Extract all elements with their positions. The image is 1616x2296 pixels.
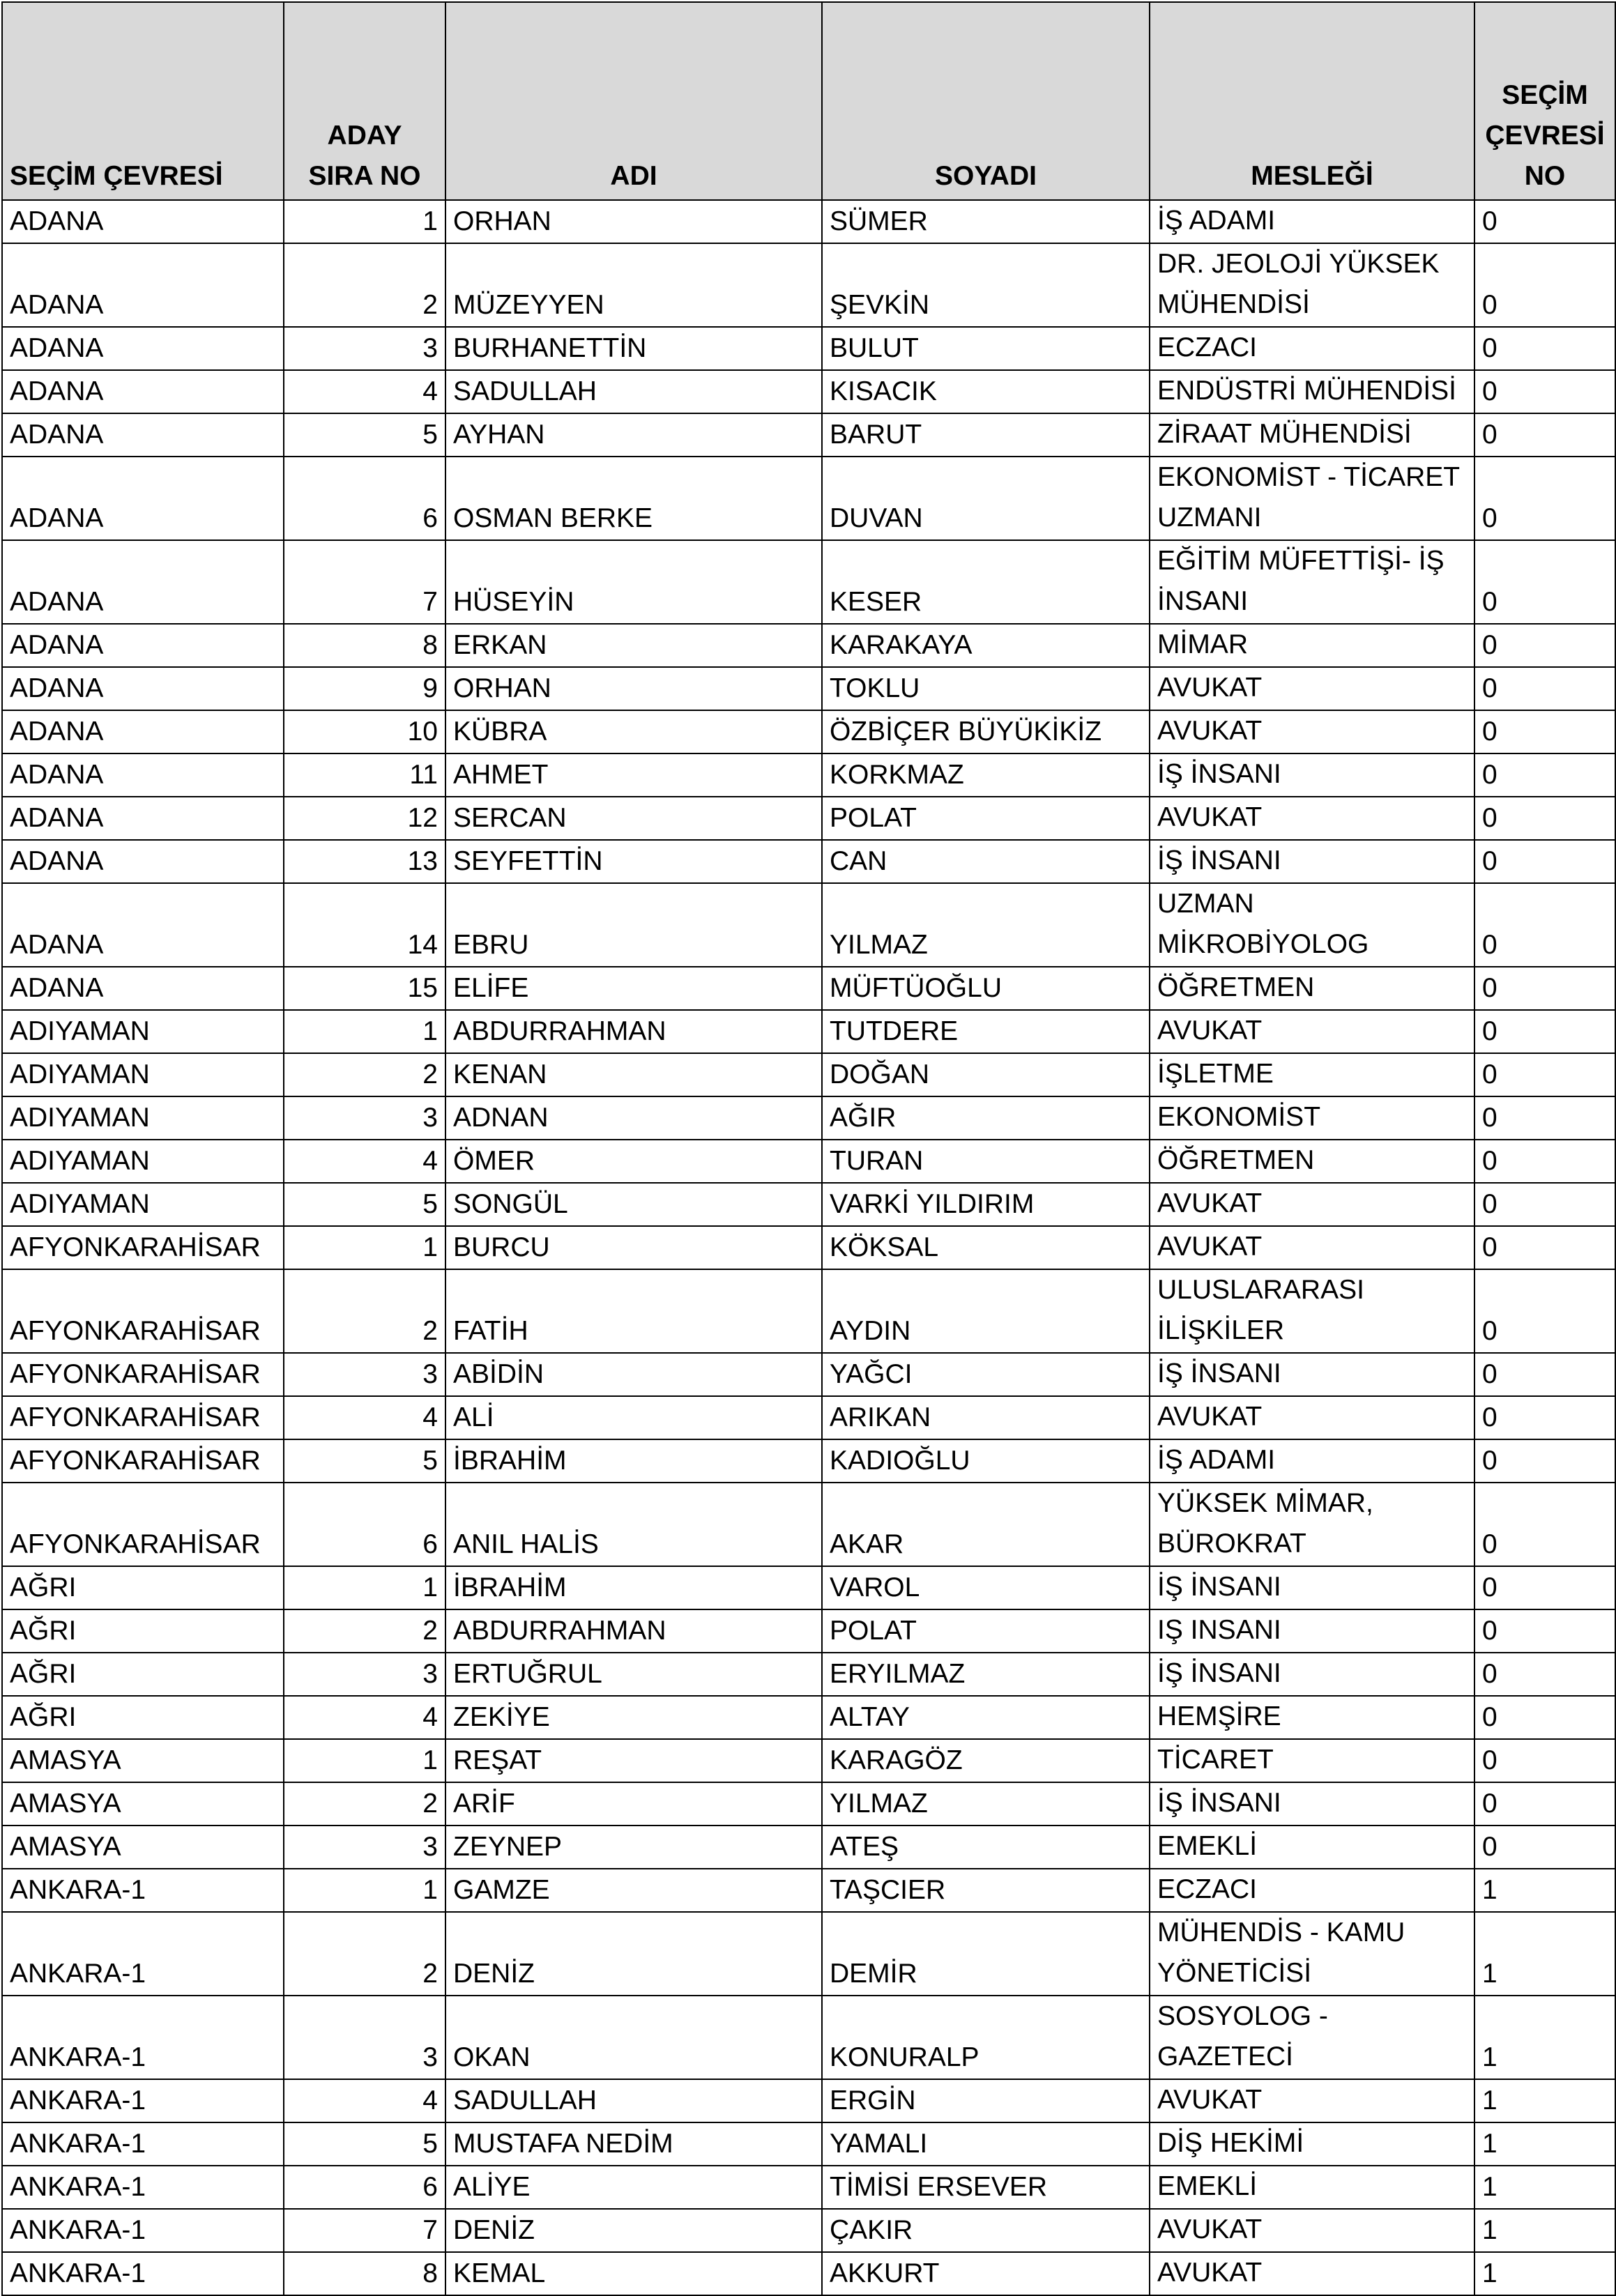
- cell-district-no: 0: [1474, 1782, 1615, 1826]
- cell-order: 8: [284, 2252, 445, 2295]
- cell-district: ADANA: [2, 413, 284, 457]
- cell-name: EBRU: [445, 883, 822, 967]
- cell-name: DENİZ: [445, 2209, 822, 2252]
- cell-name: KEMAL: [445, 2252, 822, 2295]
- cell-district-no: 1: [1474, 1912, 1615, 1996]
- cell-district-no: 0: [1474, 1053, 1615, 1096]
- cell-occupation: İŞ İNSANI: [1150, 1782, 1474, 1826]
- cell-name: ANIL HALİS: [445, 1483, 822, 1566]
- table-row: [2, 1609, 1615, 1653]
- cell-district: AĞRI: [2, 1653, 284, 1696]
- cell-order: 6: [284, 457, 445, 540]
- table-row: [2, 967, 1615, 1010]
- cell-district-no: 0: [1474, 967, 1615, 1010]
- table-row: [2, 2122, 1615, 2166]
- cell-name: ZEYNEP: [445, 1826, 822, 1869]
- cell-name: İBRAHİM: [445, 1439, 822, 1483]
- cell-order: 2: [284, 1782, 445, 1826]
- cell-occupation: IŞ INSANI: [1150, 1609, 1474, 1653]
- header-name: ADI: [445, 2, 822, 200]
- table-row: [2, 710, 1615, 753]
- cell-occupation: AVUKAT: [1150, 1183, 1474, 1226]
- table-row: [2, 1353, 1615, 1396]
- cell-order: 4: [284, 2079, 445, 2122]
- cell-order: 2: [284, 243, 445, 327]
- cell-district-no: 1: [1474, 2122, 1615, 2166]
- cell-district-no: 0: [1474, 840, 1615, 883]
- table-row: [2, 1053, 1615, 1096]
- header-district: SEÇİM ÇEVRESİ: [2, 2, 284, 200]
- cell-name: BURCU: [445, 1226, 822, 1269]
- cell-order: 3: [284, 1353, 445, 1396]
- cell-occupation: AVUKAT: [1150, 1010, 1474, 1053]
- cell-district-no: 0: [1474, 1826, 1615, 1869]
- cell-district-no: 1: [1474, 2166, 1615, 2209]
- cell-district-no: 0: [1474, 1483, 1615, 1566]
- cell-district: ADANA: [2, 200, 284, 243]
- cell-district: ADIYAMAN: [2, 1183, 284, 1226]
- cell-district-no: 0: [1474, 370, 1615, 413]
- cell-occupation: ZİRAAT MÜHENDİSİ: [1150, 413, 1474, 457]
- cell-district-no: 0: [1474, 1739, 1615, 1782]
- cell-district: AFYONKARAHİSAR: [2, 1396, 284, 1439]
- cell-district-no: 1: [1474, 1869, 1615, 1912]
- cell-order: 1: [284, 1226, 445, 1269]
- cell-order: 13: [284, 840, 445, 883]
- cell-name: KÜBRA: [445, 710, 822, 753]
- cell-order: 5: [284, 1183, 445, 1226]
- cell-surname: AYDIN: [822, 1269, 1150, 1353]
- cell-surname: DEMİR: [822, 1912, 1150, 1996]
- table-row: [2, 1396, 1615, 1439]
- cell-occupation: İŞ İNSANI: [1150, 753, 1474, 797]
- cell-occupation: İŞ İNSANI: [1150, 1653, 1474, 1696]
- cell-district-no: 0: [1474, 1353, 1615, 1396]
- table-row: [2, 413, 1615, 457]
- table-row: [2, 840, 1615, 883]
- cell-surname: POLAT: [822, 1609, 1150, 1653]
- cell-district-no: 1: [1474, 2079, 1615, 2122]
- cell-district-no: 0: [1474, 624, 1615, 667]
- cell-order: 6: [284, 1483, 445, 1566]
- cell-surname: VAROL: [822, 1566, 1150, 1609]
- cell-district-no: 0: [1474, 1653, 1615, 1696]
- cell-district: AĞRI: [2, 1566, 284, 1609]
- cell-order: 4: [284, 1396, 445, 1439]
- cell-district: ANKARA-1: [2, 2079, 284, 2122]
- cell-occupation: TİCARET: [1150, 1739, 1474, 1782]
- table-row: [2, 1183, 1615, 1226]
- cell-order: 3: [284, 1096, 445, 1140]
- cell-name: ALİYE: [445, 2166, 822, 2209]
- cell-occupation: ECZACI: [1150, 327, 1474, 370]
- cell-name: SERCAN: [445, 797, 822, 840]
- cell-surname: TİMİSİ ERSEVER: [822, 2166, 1150, 2209]
- cell-district: ADANA: [2, 243, 284, 327]
- cell-district-no: 1: [1474, 1996, 1615, 2079]
- cell-surname: AKKURT: [822, 2252, 1150, 2295]
- cell-district-no: 0: [1474, 1096, 1615, 1140]
- cell-district: ADIYAMAN: [2, 1140, 284, 1183]
- cell-surname: ALTAY: [822, 1696, 1150, 1739]
- cell-occupation: İŞ ADAMI: [1150, 1439, 1474, 1483]
- cell-district: ADANA: [2, 797, 284, 840]
- header-district-no: SEÇİM ÇEVRESİ NO: [1474, 2, 1615, 200]
- cell-occupation: ENDÜSTRİ MÜHENDİSİ: [1150, 370, 1474, 413]
- cell-order: 6: [284, 2166, 445, 2209]
- cell-name: ABİDİN: [445, 1353, 822, 1396]
- cell-district-no: 0: [1474, 243, 1615, 327]
- table-row: [2, 1782, 1615, 1826]
- cell-district: ANKARA-1: [2, 2252, 284, 2295]
- table-row: [2, 2079, 1615, 2122]
- cell-district-no: 0: [1474, 413, 1615, 457]
- header-row: [2, 2, 1615, 200]
- cell-occupation: İŞLETME: [1150, 1053, 1474, 1096]
- cell-district: ADANA: [2, 967, 284, 1010]
- cell-district: ANKARA-1: [2, 1869, 284, 1912]
- cell-surname: KARAKAYA: [822, 624, 1150, 667]
- cell-occupation: AVUKAT: [1150, 667, 1474, 710]
- cell-district: ANKARA-1: [2, 1912, 284, 1996]
- cell-occupation: EMEKLİ: [1150, 1826, 1474, 1869]
- cell-district-no: 1: [1474, 2252, 1615, 2295]
- cell-surname: ERYILMAZ: [822, 1653, 1150, 1696]
- cell-district: ANKARA-1: [2, 1996, 284, 2079]
- cell-occupation: EKONOMİST: [1150, 1096, 1474, 1140]
- cell-district-no: 0: [1474, 1269, 1615, 1353]
- cell-surname: SÜMER: [822, 200, 1150, 243]
- cell-surname: ARIKAN: [822, 1396, 1150, 1439]
- cell-order: 4: [284, 370, 445, 413]
- cell-surname: CAN: [822, 840, 1150, 883]
- cell-name: ERKAN: [445, 624, 822, 667]
- cell-name: MÜZEYYEN: [445, 243, 822, 327]
- cell-occupation: ULUSLARARASI İLİŞKİLER: [1150, 1269, 1474, 1353]
- cell-order: 10: [284, 710, 445, 753]
- cell-occupation: AVUKAT: [1150, 797, 1474, 840]
- cell-occupation: AVUKAT: [1150, 2209, 1474, 2252]
- cell-occupation: HEMŞİRE: [1150, 1696, 1474, 1739]
- table-row: [2, 753, 1615, 797]
- cell-name: ADNAN: [445, 1096, 822, 1140]
- table-row: [2, 327, 1615, 370]
- cell-surname: YILMAZ: [822, 1782, 1150, 1826]
- cell-name: ARİF: [445, 1782, 822, 1826]
- cell-district-no: 0: [1474, 540, 1615, 624]
- header-order: ADAY SIRA NO: [284, 2, 445, 200]
- cell-district-no: 0: [1474, 883, 1615, 967]
- cell-occupation: İŞ İNSANI: [1150, 1353, 1474, 1396]
- cell-district-no: 0: [1474, 1226, 1615, 1269]
- cell-name: DENİZ: [445, 1912, 822, 1996]
- cell-name: SEYFETTİN: [445, 840, 822, 883]
- cell-name: FATİH: [445, 1269, 822, 1353]
- table-row: [2, 667, 1615, 710]
- cell-name: AHMET: [445, 753, 822, 797]
- candidate-table: [1, 1, 1616, 2296]
- cell-order: 3: [284, 1826, 445, 1869]
- cell-occupation: EMEKLİ: [1150, 2166, 1474, 2209]
- cell-order: 2: [284, 1269, 445, 1353]
- cell-order: 3: [284, 1996, 445, 2079]
- cell-occupation: İŞ ADAMI: [1150, 200, 1474, 243]
- cell-order: 1: [284, 200, 445, 243]
- cell-district: AFYONKARAHİSAR: [2, 1226, 284, 1269]
- cell-district: AĞRI: [2, 1609, 284, 1653]
- cell-surname: AKAR: [822, 1483, 1150, 1566]
- cell-surname: VARKİ YILDIRIM: [822, 1183, 1150, 1226]
- cell-occupation: MÜHENDİS - KAMU YÖNETİCİSİ: [1150, 1912, 1474, 1996]
- cell-district: ADANA: [2, 710, 284, 753]
- cell-surname: DUVAN: [822, 457, 1150, 540]
- cell-name: ELİFE: [445, 967, 822, 1010]
- table-row: [2, 1739, 1615, 1782]
- cell-occupation: DİŞ HEKİMİ: [1150, 2122, 1474, 2166]
- cell-district: AFYONKARAHİSAR: [2, 1483, 284, 1566]
- cell-district: ADANA: [2, 840, 284, 883]
- cell-name: SADULLAH: [445, 2079, 822, 2122]
- cell-surname: KORKMAZ: [822, 753, 1150, 797]
- table-row: [2, 2252, 1615, 2295]
- table-row: [2, 2166, 1615, 2209]
- cell-surname: TUTDERE: [822, 1010, 1150, 1053]
- cell-name: SADULLAH: [445, 370, 822, 413]
- cell-district: AĞRI: [2, 1696, 284, 1739]
- table-row: [2, 200, 1615, 243]
- cell-name: OKAN: [445, 1996, 822, 2079]
- cell-name: ABDURRAHMAN: [445, 1010, 822, 1053]
- cell-surname: MÜFTÜOĞLU: [822, 967, 1150, 1010]
- header-occupation: MESLEĞİ: [1150, 2, 1474, 200]
- table-body: [2, 200, 1615, 2295]
- cell-name: ALİ: [445, 1396, 822, 1439]
- cell-district-no: 0: [1474, 1140, 1615, 1183]
- cell-district: ADANA: [2, 667, 284, 710]
- table-row: [2, 1439, 1615, 1483]
- cell-occupation: AVUKAT: [1150, 710, 1474, 753]
- cell-district: ADANA: [2, 540, 284, 624]
- cell-district-no: 0: [1474, 1439, 1615, 1483]
- table-row: [2, 243, 1615, 327]
- cell-order: 12: [284, 797, 445, 840]
- cell-district: AMASYA: [2, 1826, 284, 1869]
- cell-order: 7: [284, 540, 445, 624]
- cell-order: 5: [284, 1439, 445, 1483]
- cell-order: 3: [284, 327, 445, 370]
- cell-name: BURHANETTİN: [445, 327, 822, 370]
- cell-surname: YILMAZ: [822, 883, 1150, 967]
- cell-name: ORHAN: [445, 200, 822, 243]
- table-row: [2, 1826, 1615, 1869]
- cell-district-no: 0: [1474, 710, 1615, 753]
- cell-district-no: 0: [1474, 1183, 1615, 1226]
- cell-district: ADIYAMAN: [2, 1010, 284, 1053]
- cell-name: REŞAT: [445, 1739, 822, 1782]
- cell-surname: KONURALP: [822, 1996, 1150, 2079]
- cell-district: ADANA: [2, 753, 284, 797]
- cell-district: AFYONKARAHİSAR: [2, 1439, 284, 1483]
- cell-occupation: MİMAR: [1150, 624, 1474, 667]
- cell-surname: KARAGÖZ: [822, 1739, 1150, 1782]
- cell-order: 4: [284, 1696, 445, 1739]
- cell-district: AFYONKARAHİSAR: [2, 1353, 284, 1396]
- cell-surname: KADIOĞLU: [822, 1439, 1150, 1483]
- cell-order: 2: [284, 1912, 445, 1996]
- table-row: [2, 540, 1615, 624]
- cell-name: ABDURRAHMAN: [445, 1609, 822, 1653]
- cell-occupation: AVUKAT: [1150, 2252, 1474, 2295]
- cell-name: SONGÜL: [445, 1183, 822, 1226]
- cell-name: ERTUĞRUL: [445, 1653, 822, 1696]
- cell-order: 1: [284, 1566, 445, 1609]
- table-row: [2, 883, 1615, 967]
- cell-district-no: 0: [1474, 200, 1615, 243]
- cell-surname: DOĞAN: [822, 1053, 1150, 1096]
- cell-order: 3: [284, 1653, 445, 1696]
- cell-occupation: ECZACI: [1150, 1869, 1474, 1912]
- cell-district: ANKARA-1: [2, 2122, 284, 2166]
- cell-district: ADANA: [2, 370, 284, 413]
- cell-district-no: 0: [1474, 1696, 1615, 1739]
- cell-district: ADANA: [2, 327, 284, 370]
- cell-occupation: ÖĞRETMEN: [1150, 967, 1474, 1010]
- cell-district: ADIYAMAN: [2, 1096, 284, 1140]
- cell-district-no: 0: [1474, 797, 1615, 840]
- cell-district-no: 0: [1474, 667, 1615, 710]
- cell-order: 2: [284, 1609, 445, 1653]
- table-row: [2, 1096, 1615, 1140]
- cell-occupation: YÜKSEK MİMAR, BÜROKRAT: [1150, 1483, 1474, 1566]
- table-row: [2, 1653, 1615, 1696]
- table-row: [2, 1226, 1615, 1269]
- cell-district-no: 1: [1474, 2209, 1615, 2252]
- cell-district: ADANA: [2, 624, 284, 667]
- table-row: [2, 457, 1615, 540]
- cell-surname: KÖKSAL: [822, 1226, 1150, 1269]
- table-row: [2, 2209, 1615, 2252]
- cell-district: AMASYA: [2, 1782, 284, 1826]
- cell-surname: BARUT: [822, 413, 1150, 457]
- cell-order: 1: [284, 1739, 445, 1782]
- cell-district-no: 0: [1474, 1566, 1615, 1609]
- table-row: [2, 370, 1615, 413]
- table-row: [2, 1010, 1615, 1053]
- cell-district-no: 0: [1474, 327, 1615, 370]
- cell-order: 14: [284, 883, 445, 967]
- cell-order: 11: [284, 753, 445, 797]
- cell-occupation: SOSYOLOG - GAZETECİ: [1150, 1996, 1474, 2079]
- cell-surname: POLAT: [822, 797, 1150, 840]
- cell-district: AMASYA: [2, 1739, 284, 1782]
- cell-surname: KISACIK: [822, 370, 1150, 413]
- cell-order: 7: [284, 2209, 445, 2252]
- cell-occupation: AVUKAT: [1150, 1226, 1474, 1269]
- cell-district-no: 0: [1474, 1609, 1615, 1653]
- cell-district: ANKARA-1: [2, 2166, 284, 2209]
- cell-surname: ÖZBİÇER BÜYÜKİKİZ: [822, 710, 1150, 753]
- cell-name: HÜSEYİN: [445, 540, 822, 624]
- cell-name: ZEKİYE: [445, 1696, 822, 1739]
- cell-surname: TOKLU: [822, 667, 1150, 710]
- cell-order: 15: [284, 967, 445, 1010]
- cell-district-no: 0: [1474, 1010, 1615, 1053]
- cell-occupation: ÖĞRETMEN: [1150, 1140, 1474, 1183]
- cell-occupation: DR. JEOLOJİ YÜKSEK MÜHENDİSİ: [1150, 243, 1474, 327]
- cell-surname: YAĞCI: [822, 1353, 1150, 1396]
- cell-district: ADANA: [2, 883, 284, 967]
- cell-occupation: AVUKAT: [1150, 2079, 1474, 2122]
- cell-occupation: EKONOMİST - TİCARET UZMANI: [1150, 457, 1474, 540]
- cell-name: İBRAHİM: [445, 1566, 822, 1609]
- cell-name: KENAN: [445, 1053, 822, 1096]
- cell-surname: KESER: [822, 540, 1150, 624]
- table-row: [2, 1869, 1615, 1912]
- cell-occupation: İŞ İNSANI: [1150, 1566, 1474, 1609]
- cell-district: ADANA: [2, 457, 284, 540]
- cell-surname: TURAN: [822, 1140, 1150, 1183]
- cell-district: ADIYAMAN: [2, 1053, 284, 1096]
- cell-order: 2: [284, 1053, 445, 1096]
- table-row: [2, 1483, 1615, 1566]
- table-row: [2, 1996, 1615, 2079]
- cell-occupation: İŞ İNSANI: [1150, 840, 1474, 883]
- cell-district-no: 0: [1474, 753, 1615, 797]
- table-row: [2, 1566, 1615, 1609]
- cell-order: 8: [284, 624, 445, 667]
- cell-order: 9: [284, 667, 445, 710]
- cell-name: GAMZE: [445, 1869, 822, 1912]
- cell-order: 4: [284, 1140, 445, 1183]
- cell-order: 5: [284, 2122, 445, 2166]
- cell-district: AFYONKARAHİSAR: [2, 1269, 284, 1353]
- table-row: [2, 624, 1615, 667]
- cell-surname: ATEŞ: [822, 1826, 1150, 1869]
- cell-district: ANKARA-1: [2, 2209, 284, 2252]
- table-row: [2, 1696, 1615, 1739]
- cell-name: ORHAN: [445, 667, 822, 710]
- cell-surname: BULUT: [822, 327, 1150, 370]
- cell-surname: TAŞCIER: [822, 1869, 1150, 1912]
- cell-surname: ERGİN: [822, 2079, 1150, 2122]
- cell-order: 1: [284, 1010, 445, 1053]
- cell-surname: ŞEVKİN: [822, 243, 1150, 327]
- cell-name: MUSTAFA NEDİM: [445, 2122, 822, 2166]
- table-row: [2, 1912, 1615, 1996]
- cell-surname: AĞIR: [822, 1096, 1150, 1140]
- cell-occupation: AVUKAT: [1150, 1396, 1474, 1439]
- cell-occupation: UZMAN MİKROBİYOLOG: [1150, 883, 1474, 967]
- cell-order: 5: [284, 413, 445, 457]
- table-row: [2, 1140, 1615, 1183]
- cell-name: AYHAN: [445, 413, 822, 457]
- cell-order: 1: [284, 1869, 445, 1912]
- cell-district-no: 0: [1474, 457, 1615, 540]
- cell-occupation: EĞİTİM MÜFETTİŞİ- İŞ İNSANI: [1150, 540, 1474, 624]
- table-row: [2, 1269, 1615, 1353]
- cell-district-no: 0: [1474, 1396, 1615, 1439]
- table-row: [2, 797, 1615, 840]
- cell-name: OSMAN BERKE: [445, 457, 822, 540]
- header-surname: SOYADI: [822, 2, 1150, 200]
- cell-surname: ÇAKIR: [822, 2209, 1150, 2252]
- cell-name: ÖMER: [445, 1140, 822, 1183]
- cell-surname: YAMALI: [822, 2122, 1150, 2166]
